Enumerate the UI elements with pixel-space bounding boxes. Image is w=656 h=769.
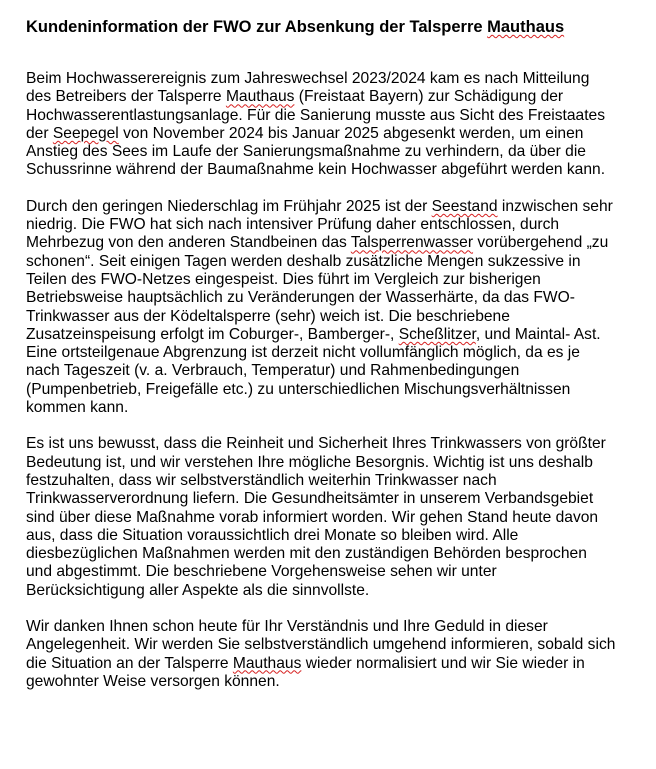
text-line xyxy=(26,454,636,472)
text-line xyxy=(26,381,636,399)
text-line xyxy=(26,70,636,88)
text-line xyxy=(26,216,636,234)
text-run: Trinkwasserverordnung liefern. Die Gesundheitsämter in unserem Verbandsgebiet xyxy=(26,490,594,508)
spellcheck-flagged-word: Scheßlitzer xyxy=(398,325,476,343)
spellcheck-flagged-word: Seestand xyxy=(431,197,498,215)
text-line xyxy=(26,308,636,326)
text-run: aus, dass die Situation voraussichtlich drei Monate so bleiben wird. Alle xyxy=(26,526,519,544)
document-title xyxy=(26,17,636,37)
text-run: schonen“. Seit einigen Tagen werden deshalb zusätzliche Mengen sukzessive in xyxy=(26,252,581,270)
spellcheck-flagged-word: Mauthaus xyxy=(487,18,565,36)
text-line xyxy=(26,472,636,490)
paragraph-4 xyxy=(26,618,636,691)
text-line xyxy=(26,636,636,654)
text-line xyxy=(26,362,636,380)
text-line xyxy=(26,289,636,307)
text-run: die Situation an der Talsperre xyxy=(26,654,233,672)
text-run: Anstieg des Sees im Laufe der Sanierungsmaßnahme zu verhindern, da über die xyxy=(26,143,586,161)
spellcheck-flagged-word: Mauthaus xyxy=(225,88,295,106)
text-run: vorübergehend „zu xyxy=(473,234,609,252)
text-run: Durch den geringen Niederschlag im Frühjahr 2025 ist der xyxy=(26,197,432,215)
text-run: niedrig. Die FWO hat sich nach intensiver Prüfung daher entschlossen, durch xyxy=(26,216,560,234)
text-run: des Betreibers der Talsperre xyxy=(26,88,226,106)
text-line xyxy=(26,435,636,453)
text-line xyxy=(26,545,636,563)
text-run: , und Maintal- Ast. xyxy=(475,325,601,343)
text-line xyxy=(26,253,636,271)
text-run: der xyxy=(26,124,53,142)
text-line xyxy=(26,344,636,362)
text-line xyxy=(26,125,636,143)
text-run: festzuhalten, dass wir selbstverständlich weiterhin Trinkwasser nach xyxy=(26,471,497,489)
text-run: sind über diese Maßnahme vorab informiert worden. Wir gehen Stand heute davon xyxy=(26,508,599,526)
text-line xyxy=(26,509,636,527)
text-run: wieder normalisiert und wir Sie wieder in xyxy=(301,654,585,672)
text-line xyxy=(26,618,636,636)
text-line xyxy=(26,107,636,125)
text-run: von November 2024 bis Januar 2025 abgesenkt werden, um einen xyxy=(118,124,584,142)
text-run: inzwischen sehr xyxy=(497,197,613,215)
text-line xyxy=(26,198,636,216)
text-run: und abgestimmt. Die beschriebene Vorgehensweise sehen wir unter xyxy=(26,563,497,581)
text-line xyxy=(26,234,636,252)
text-line xyxy=(26,399,636,417)
text-run: Berücksichtigung aller Aspekte als die sinnvollste. xyxy=(26,581,370,599)
spellcheck-flagged-word: Seepegel xyxy=(52,124,119,142)
text-line xyxy=(26,673,636,691)
text-run: Bedeutung ist, und wir verstehen Ihre mögliche Besorgnis. Wichtig ist uns deshalb xyxy=(26,453,593,471)
spellcheck-flagged-word: Talsperrenwasser xyxy=(350,234,474,252)
text-line xyxy=(26,527,636,545)
spellcheck-flagged-word: Mauthaus xyxy=(232,654,302,672)
text-run: Trinkwasser aus der Ködeltalsperre (sehr) weich ist. Die beschriebene xyxy=(26,307,510,325)
text-run: (Pumpenbetrieb, Freigefälle etc.) zu unterschiedlichen Mischungsverhältnissen xyxy=(26,380,571,398)
paragraph-2 xyxy=(26,198,636,418)
paragraph-1 xyxy=(26,70,636,180)
text-line xyxy=(26,143,636,161)
text-run: Es ist uns bewusst, dass die Reinheit und Sicherheit Ihres Trinkwassers von größter xyxy=(26,435,606,453)
text-run: Teilen des FWO-Netzes eingespeist. Dies führt im Vergleich zur bisherigen xyxy=(26,270,541,288)
text-run: Zusatzeinspeisung erfolgt im Coburger-, Bamberger-, xyxy=(26,325,399,343)
text-line xyxy=(26,563,636,581)
text-run: Hochwasserentlastungsanlage. Für die Sanierung musste aus Sicht des Freistaates xyxy=(26,106,606,124)
text-run: diesbezüglichen Maßnahmen werden mit den zuständigen Behörden besprochen xyxy=(26,545,587,563)
text-run: Wir danken Ihnen schon heute für Ihr Verständnis und Ihre Geduld in dieser xyxy=(26,618,548,636)
text-line xyxy=(26,88,636,106)
document-page xyxy=(26,17,636,709)
text-line xyxy=(26,655,636,673)
text-run: (Freistaat Bayern) zur Schädigung der xyxy=(294,88,564,106)
text-line xyxy=(26,161,636,179)
text-run: Schussrinne während der Baumaßnahme kein Hochwasser abgeführt werden kann. xyxy=(26,161,606,179)
text-run: Angelegenheit. Wir werden Sie selbstverständlich umgehend informieren, sobald sich xyxy=(26,636,616,654)
text-run: Kundeninformation der FWO zur Absenkung der Talsperre xyxy=(26,18,488,36)
text-line xyxy=(26,490,636,508)
text-line xyxy=(26,582,636,600)
text-run: nach Tageszeit (v. a. Verbrauch, Temperatur) und Rahmenbedingungen xyxy=(26,362,520,380)
document-body xyxy=(26,70,636,691)
text-run: gewohnter Weise versorgen können. xyxy=(26,672,280,690)
text-run: Mehrbezug von den anderen Standbeinen das xyxy=(26,234,351,252)
text-run: kommen kann. xyxy=(26,399,129,417)
text-run: Eine ortsteilgenaue Abgrenzung ist derzeit nicht vollumfänglich möglich, da es je xyxy=(26,344,580,362)
paragraph-3 xyxy=(26,435,636,600)
text-run: Beim Hochwasserereignis zum Jahreswechsel 2023/2024 kam es nach Mitteilung xyxy=(26,70,590,87)
text-run: Betriebsweise hauptsächlich zu Veränderungen der Wasserhärte, da das FWO- xyxy=(26,289,575,307)
text-line xyxy=(26,326,636,344)
text-line xyxy=(26,271,636,289)
